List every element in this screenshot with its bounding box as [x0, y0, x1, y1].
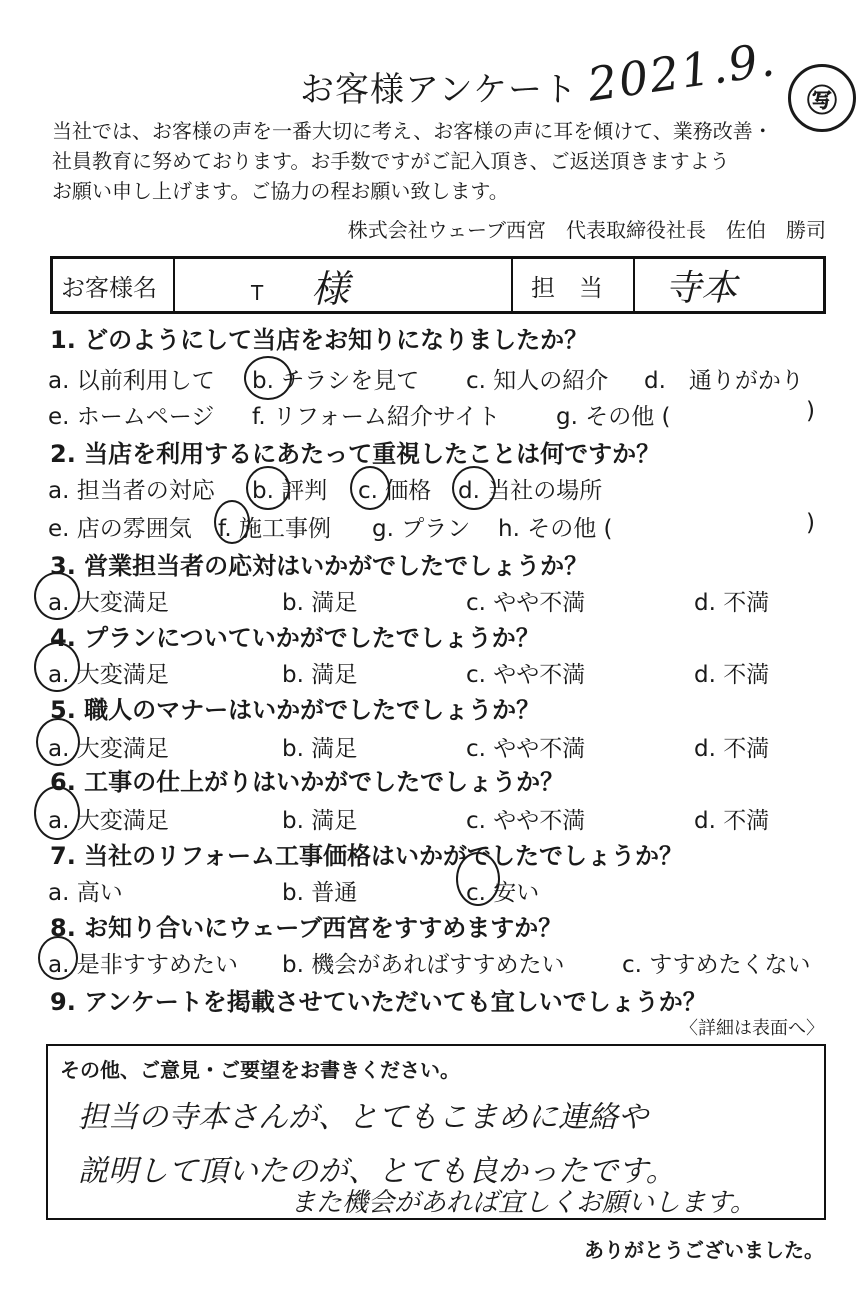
question-9: 9. アンケートを掲載させていただいても宜しいでしょうか？	[50, 988, 707, 1016]
question-2: 2. 当店を利用するにあたって重視したことは何ですか？	[50, 440, 661, 468]
option: f. 施工事例	[218, 516, 332, 542]
selection-circle	[350, 466, 390, 510]
intro-line: 当社では、お客様の声を一番大切に考え、お客様の声に耳を傾けて、業務改善・	[52, 119, 773, 143]
option: b. 満足	[282, 736, 358, 762]
option: )	[806, 510, 815, 536]
selection-circle	[36, 718, 80, 766]
option: b. 満足	[282, 808, 358, 834]
option: a. 是非すすめたい	[48, 952, 238, 978]
customer-name-value: 様	[311, 266, 350, 311]
question-4: 4. プランについていかがでしたでしょうか？	[50, 624, 540, 652]
comment-line: 説明して頂いたのが、とても良かったです。	[78, 1154, 676, 1189]
option: b. 普通	[282, 880, 358, 906]
option: a. 大変満足	[48, 590, 169, 616]
option: c. 安い	[466, 880, 540, 906]
question-5: 5. 職人のマナーはいかがでしたでしょうか？	[50, 696, 541, 724]
selection-circle	[452, 466, 496, 510]
option: d. 不満	[694, 808, 770, 834]
option: a. 大変満足	[48, 662, 169, 688]
option: e. 店の雰囲気	[48, 516, 192, 542]
option: c. やや不満	[466, 662, 586, 688]
option: a. 高い	[48, 880, 123, 906]
selection-circle	[34, 572, 80, 620]
divider	[173, 259, 175, 311]
option: b. 評判	[252, 478, 328, 504]
option: b. 機会があればすすめたい	[282, 952, 565, 978]
option: a. 大変満足	[48, 736, 169, 762]
option: c. やや不満	[466, 590, 586, 616]
selection-circle	[38, 936, 78, 980]
option: )	[806, 398, 815, 424]
stamp-icon: ㊢	[807, 84, 837, 119]
handwritten-date: 2021.9.	[584, 31, 780, 112]
question-8: 8. お知り合いにウェーブ西宮をすすめますか？	[50, 914, 563, 942]
option: c. 知人の紹介	[466, 368, 609, 394]
option: f. リフォーム紹介サイト	[252, 404, 501, 430]
option: a. 大変満足	[48, 808, 169, 834]
divider	[511, 259, 513, 311]
option: c. すすめたくない	[622, 952, 811, 978]
customer-info-box	[50, 256, 826, 314]
option: a. 以前利用して	[48, 368, 215, 394]
option: a. 担当者の対応	[48, 478, 215, 504]
option: b. 満足	[282, 662, 358, 688]
option: d. 不満	[694, 590, 770, 616]
option: b. チラシを見て	[252, 368, 420, 394]
staff-name-value: 寺本	[665, 267, 738, 309]
detail-note: 〈詳細は表面へ〉	[680, 1018, 824, 1039]
option: d. 不満	[694, 662, 770, 688]
customer-initial: T	[251, 281, 264, 305]
option: h. その他 (	[498, 516, 613, 542]
question-3: 3. 営業担当者の応対はいかがでしたでしょうか？	[50, 552, 589, 580]
option: c. やや不満	[466, 808, 586, 834]
selection-circle	[456, 852, 500, 906]
question-1: 1. どのようにして当店をお知りになりましたか？	[50, 326, 589, 354]
staff-label: 担 当	[531, 273, 603, 302]
intro-line: お願い申し上げます。ご協力の程お願い致します。	[52, 179, 509, 203]
option: e. ホームページ	[48, 404, 215, 430]
option: c. やや不満	[466, 736, 586, 762]
option: d. 通りがかり	[644, 368, 804, 394]
comment-line: 担当の寺本さんが、とてもこまめに連絡や	[78, 1100, 648, 1135]
survey-title: お客様アンケート	[300, 70, 578, 110]
thanks-text: ありがとうございました。	[584, 1238, 824, 1262]
company-signature: 株式会社ウェーブ西宮 代表取締役社長 佐伯 勝司	[347, 218, 826, 242]
seal-stamp	[788, 64, 856, 132]
option: g. その他 (	[556, 404, 671, 430]
comment-line: また機会があれば宜しくお願いします。	[290, 1188, 756, 1218]
question-6: 6. 工事の仕上がりはいかがでしたでしょうか？	[50, 768, 565, 796]
selection-circle	[34, 786, 80, 840]
divider	[633, 259, 635, 311]
selection-circle	[34, 642, 80, 692]
selection-circle	[244, 356, 292, 400]
intro-text	[52, 116, 773, 206]
question-7: 7. 当社のリフォーム工事価格はいかがでしたでしょうか？	[50, 842, 683, 870]
selection-circle	[246, 466, 290, 510]
comment-label: その他、ご意見・ご要望をお書きください。	[60, 1058, 460, 1082]
intro-line: 社員教育に努めております。お手数ですがご記入頂き、ご返送頂きますよう	[52, 149, 730, 173]
option: d. 当社の場所	[458, 478, 603, 504]
customer-name-label: お客様名	[61, 273, 157, 302]
option: g. プラン	[372, 516, 471, 542]
option: d. 不満	[694, 736, 770, 762]
option: c. 価格	[358, 478, 432, 504]
option: b. 満足	[282, 590, 358, 616]
selection-circle	[214, 500, 250, 544]
